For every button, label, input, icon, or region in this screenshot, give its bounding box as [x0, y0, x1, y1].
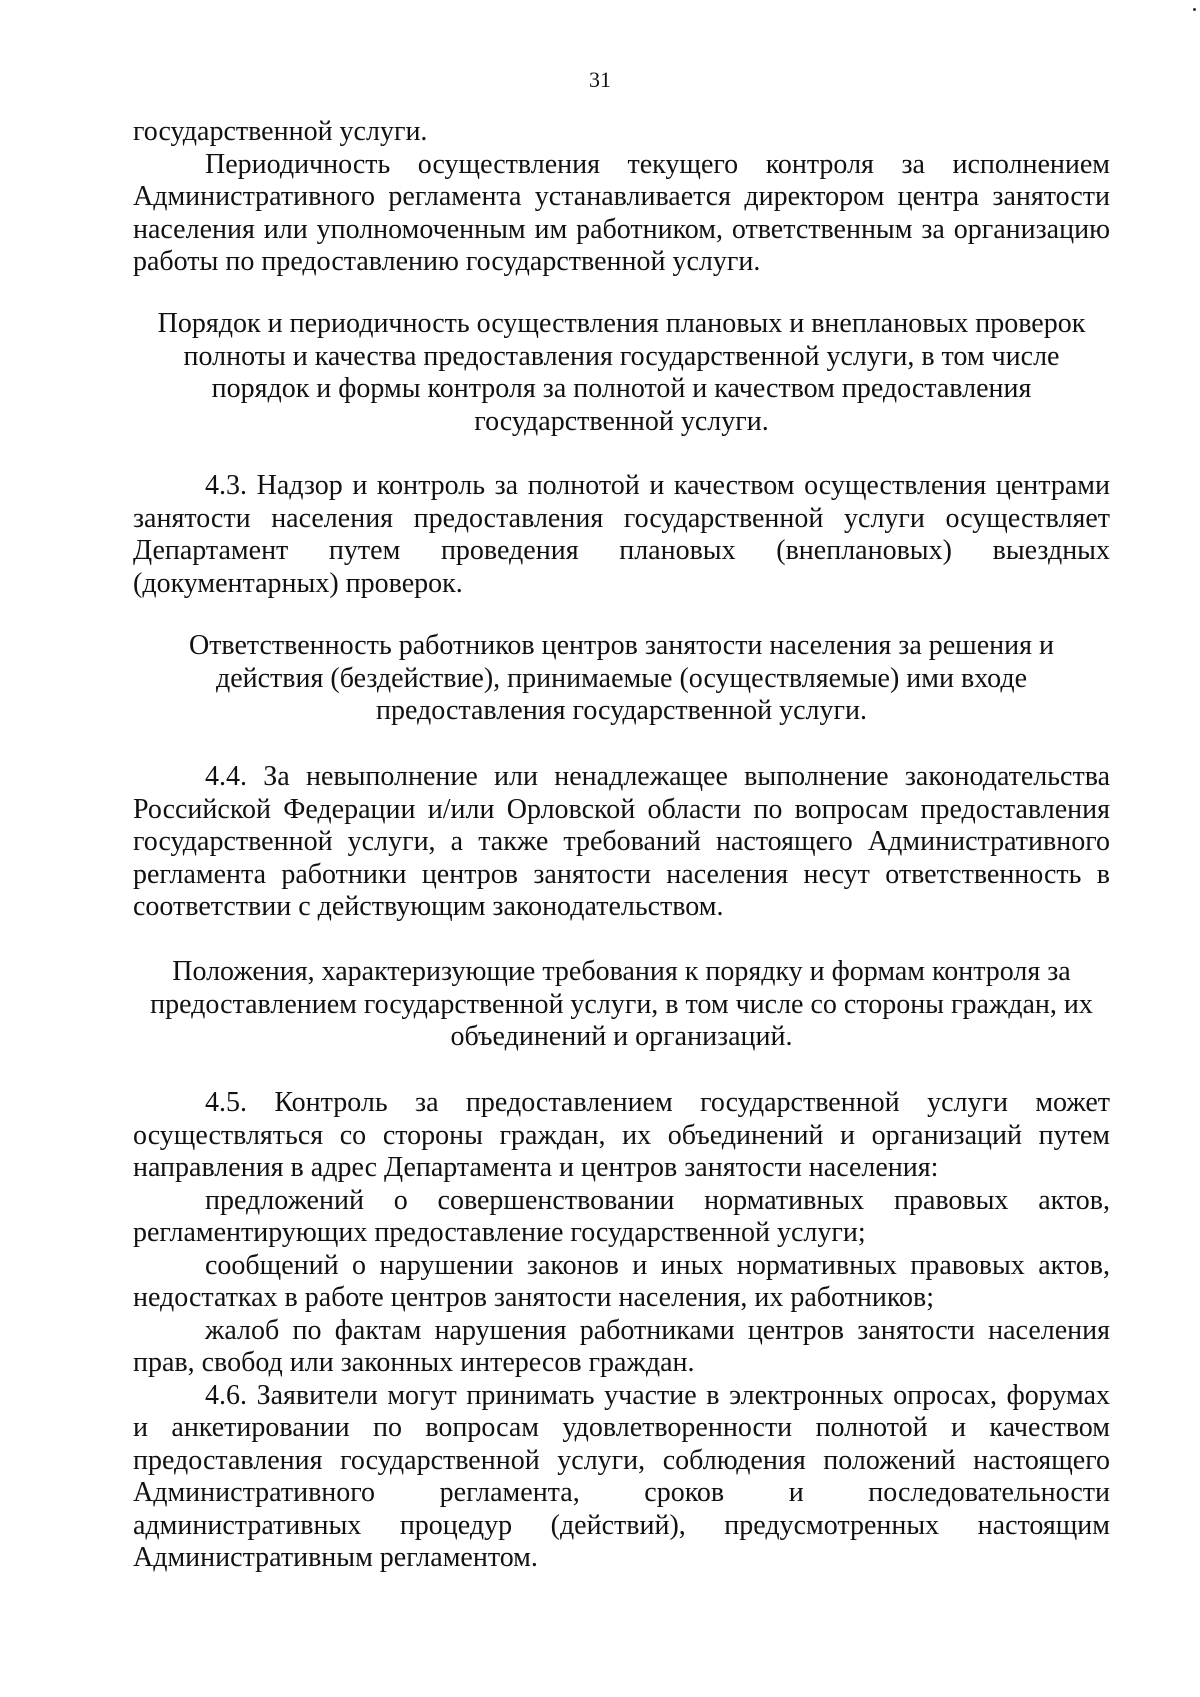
list-item-reports: сообщений о нарушении законов и иных нормативных правовых актов, недостатках в работе центров занятости населения, их работников; [133, 1249, 1110, 1313]
scan-artifact [1193, 8, 1196, 11]
paragraph-4-5: 4.5. Контроль за предоставлением государственной услуги может осуществляться со стороны граждан, их объединений и организаций путем направления в адрес Департамента и центров занятости населения: [133, 1087, 1110, 1183]
heading-provisions-block [133, 956, 1110, 1054]
list-item-complaints: жалоб по фактам нарушения работниками центров занятости населения прав, свобод или законных интересов граждан. [133, 1314, 1110, 1378]
section-4-4 [133, 761, 1110, 924]
section-4-5-4-6 [133, 1087, 1110, 1575]
paragraph-4-6: 4.6. Заявители могут принимать участие в электронных опросах, форумах и анкетировании по вопросам удовлетворенности полнотой и качеством предоставления государственной услуги, соблюдения положений настоящего Административного регламента, сроков и последовательности административных процедур (действий), предусмотренных настоящим Административным регламентом. [133, 1379, 1110, 1573]
continuation-text: государственной услуги. [133, 116, 428, 147]
paragraph-4-4: 4.4. За невыполнение или ненадлежащее выполнение законодательства Российской Федерации и/или Орловской области по вопросам предоставления государственной услуги, а также требований настоящего Административного регламента работники центров занятости населения несут ответственность в соответствии с действующим законодательством. [133, 761, 1110, 922]
page-number: 31 [589, 67, 611, 92]
list-item-proposals: предложений о совершенствовании нормативных правовых актов, регламентирующих предоставление государственной услуги; [133, 1184, 1110, 1248]
section-current-control [133, 116, 1110, 279]
heading-responsibility: Ответственность работников центров занятости населения за решения и действия (бездействие), принимаемые (осуществляемые) ими входе предоставления государственной услуги. [188, 630, 1055, 726]
heading-inspections: Порядок и периодичность осуществления плановых и внеплановых проверок полноты и качества предоставления государственной услуги, в том числе порядок и формы контроля за полнотой и качеством предоставления государственной услуги. [157, 308, 1086, 437]
section-4-3 [133, 470, 1110, 600]
heading-provisions: Положения, характеризующие требования к порядку и формам контроля за предоставлением государственной услуги, в том числе со стороны граждан, их объединений и организаций. [150, 956, 1093, 1052]
heading-responsibility-block [133, 630, 1110, 728]
paragraph-4-3: 4.3. Надзор и контроль за полнотой и качеством осуществления центрами занятости населения предоставления государственной услуги осуществляет Департамент путем проведения плановых (внеплановых) выездных (документарных) проверок. [133, 470, 1110, 599]
heading-inspections-block [133, 308, 1110, 438]
paragraph-periodicity: Периодичность осуществления текущего контроля за исполнением Административного регламента устанавливается директором центра занятости населения или уполномоченным им работником, ответственным за организацию работы по предоставлению государственной услуги. [133, 148, 1110, 277]
